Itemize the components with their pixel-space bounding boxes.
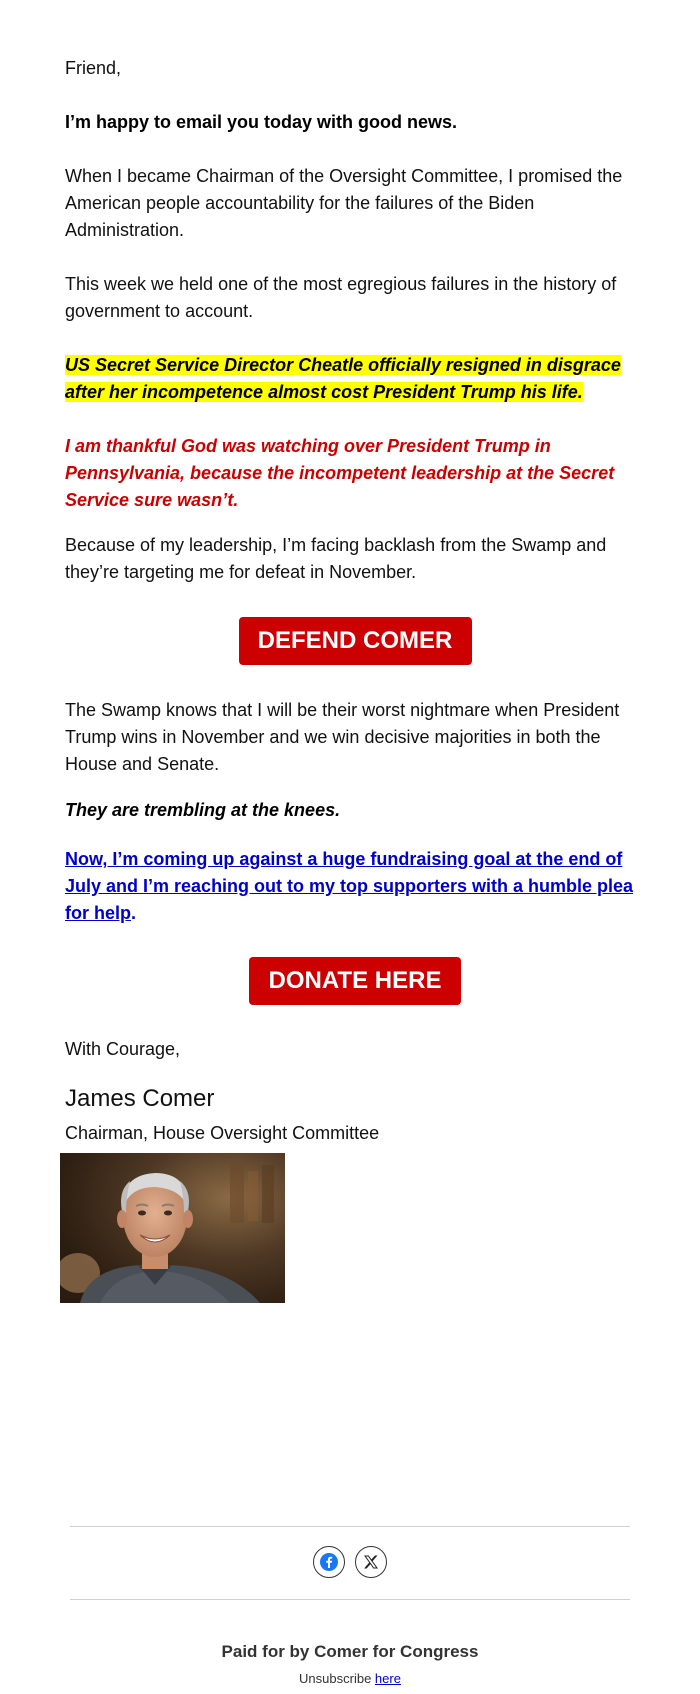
facebook-link[interactable]: [313, 1546, 345, 1578]
paragraph-oversight: When I became Chairman of the Oversight Committee, I promised the American people accountability for the failures of the Biden Administration.: [65, 166, 623, 240]
highlight-paragraph: [65, 352, 645, 406]
paragraph-backlash: Because of my leadership, I’m facing backlash from the Swamp and they’re targeting me for defeat in November.: [65, 535, 607, 582]
signer-name: James Comer: [65, 1085, 215, 1112]
portrait-illustration: [60, 1153, 285, 1303]
x-link[interactable]: [355, 1546, 387, 1578]
signoff: With Courage,: [65, 1039, 181, 1059]
defend-comer-button[interactable]: DEFEND COMER: [239, 617, 472, 665]
plea-paragraph: [65, 846, 655, 927]
facebook-icon: [319, 1552, 339, 1572]
footer-divider-top: [70, 1526, 630, 1527]
red-quote: I am thankful God was watching over President Trump in Pennsylvania, because the incompetent leadership at the Secret Service sure wasn’t.: [65, 436, 615, 510]
cta-row-donate: [65, 957, 645, 1005]
greeting: Friend,: [65, 58, 122, 78]
paragraph-swamp: The Swamp knows that I will be their worst nightmare when President Trump wins in November and we win decisive majorities in both the House and Senate.: [65, 700, 620, 774]
paid-for-disclaimer: Paid for by Comer for Congress: [221, 1642, 479, 1661]
highlighted-text: US Secret Service Director Cheatle officially resigned in disgrace after her incompetence almost cost President Trump his life.: [65, 355, 621, 402]
paragraph-failures: This week we held one of the most egregious failures in the history of government to account.: [65, 274, 617, 321]
headline: I’m happy to email you today with good news.: [65, 112, 458, 132]
plea-link[interactable]: Now, I’m coming up against a huge fundraising goal at the end of July and I’m reaching out to my top supporters with a humble plea for help: [65, 849, 634, 923]
trembling-text: They are trembling at the knees.: [65, 800, 341, 820]
unsubscribe-link[interactable]: here: [374, 1671, 401, 1686]
plea-period: .: [131, 903, 137, 923]
signer-photo: [60, 1153, 285, 1303]
footer-divider-bottom: [70, 1599, 630, 1600]
donate-here-button[interactable]: DONATE HERE: [249, 957, 461, 1005]
signer-title: Chairman, House Oversight Committee: [65, 1123, 380, 1143]
unsubscribe-prefix: Unsubscribe: [299, 1671, 375, 1686]
cta-row-defend: [65, 617, 645, 665]
unsubscribe-line: [0, 1671, 700, 1686]
x-icon: [363, 1554, 379, 1570]
